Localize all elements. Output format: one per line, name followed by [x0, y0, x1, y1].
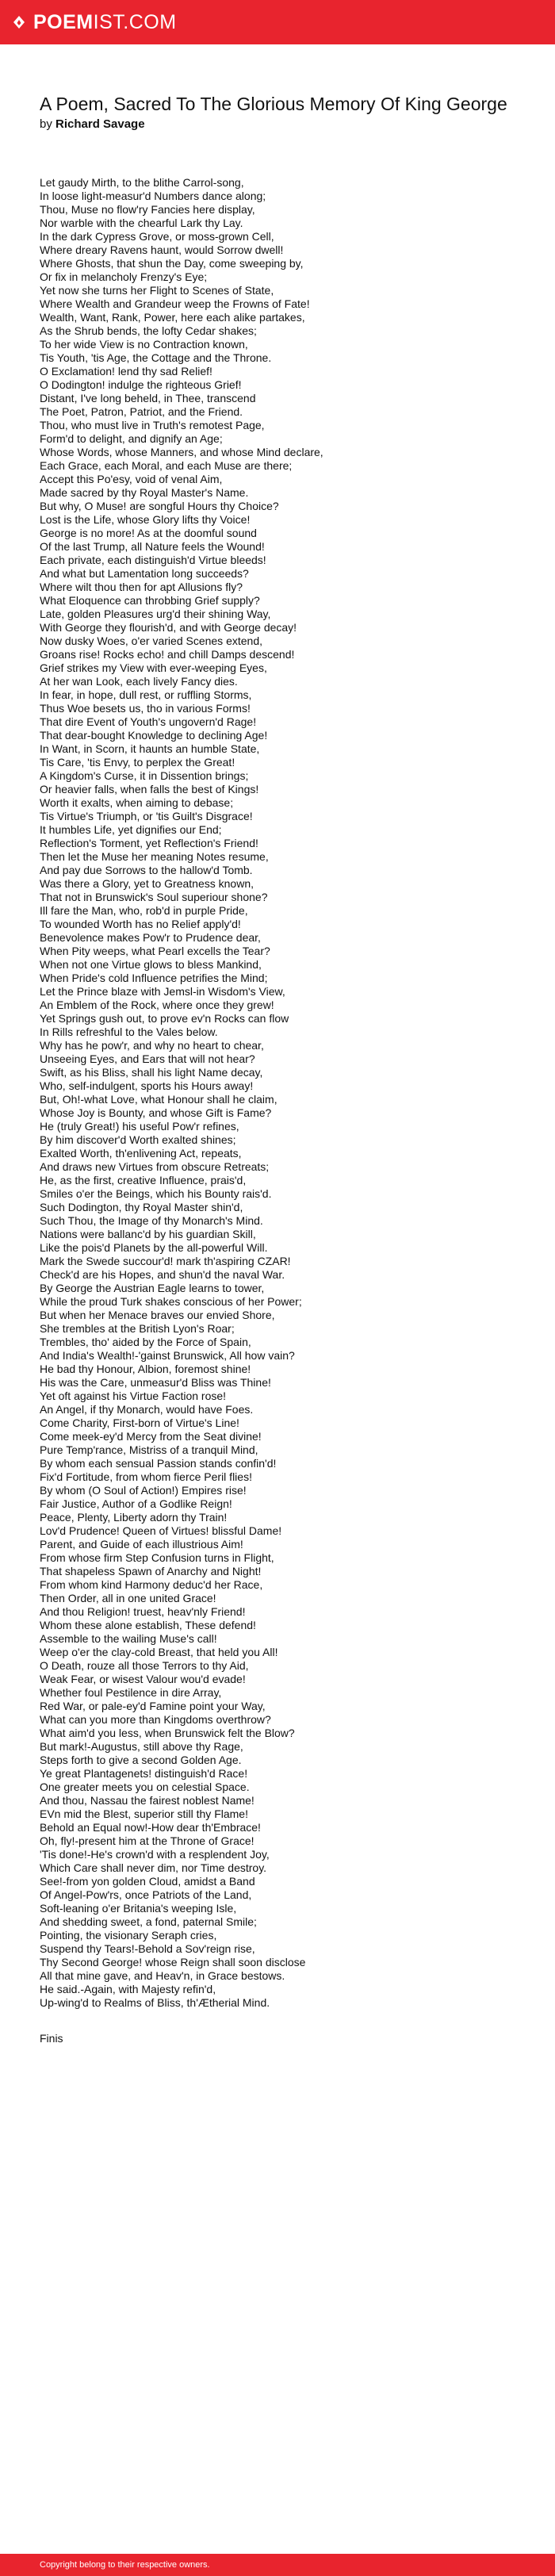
poem-line: That shapeless Spawn of Anarchy and Night!: [40, 1565, 262, 1577]
poem-line: When not one Virtue glows to bless Mankind,: [40, 958, 262, 971]
poem-line: Grief strikes my View with ever-weeping Eyes,: [40, 661, 267, 674]
poem-line: By whom each sensual Passion stands confin'd!: [40, 1457, 277, 1470]
byline: [40, 117, 515, 131]
poem-line: That not in Brunswick's Soul superiour shone?: [40, 891, 268, 903]
poem-line: Weak Fear, or wisest Valour wou'd evade!: [40, 1673, 246, 1685]
poem-line: Reflection's Torment, yet Reflection's Friend!: [40, 837, 258, 849]
poem-line: Thy Second George! whose Reign shall soon disclose: [40, 1956, 306, 1968]
poem-line: Who, self-indulgent, sports his Hours away!: [40, 1079, 254, 1092]
poem-line: But why, O Muse! are songful Hours thy Choice?: [40, 500, 279, 512]
poem-line: Of the last Trump, all Nature feels the Wound!: [40, 540, 265, 553]
poem-line: And draws new Virtues from obscure Retreats;: [40, 1160, 270, 1173]
poem-line: Swift, as his Bliss, shall his light Name decay,: [40, 1066, 263, 1079]
poem-line: Whom these alone establish, These defend!: [40, 1619, 256, 1631]
poem-line: Of Angel-Pow'rs, once Patriots of the Land,: [40, 1888, 252, 1901]
poem-line: Or fix in melancholy Frenzy's Eye;: [40, 270, 208, 283]
poem-line: That dire Event of Youth's ungovern'd Rage!: [40, 715, 257, 728]
poem-line: From whom kind Harmony deduc'd her Race,: [40, 1578, 263, 1591]
poem-line: As the Shrub bends, the lofty Cedar shakes;: [40, 324, 257, 337]
poem-line: Thou, who must live in Truth's remotest Page,: [40, 419, 265, 431]
poem-line: At her wan Look, each lively Fancy dies.: [40, 675, 238, 688]
poem-line: But, Oh!-what Love, what Honour shall he claim,: [40, 1093, 278, 1106]
poem-line: Peace, Plenty, Liberty adorn thy Train!: [40, 1511, 228, 1524]
poem-body: [40, 176, 515, 2010]
poem-line: But mark!-Augustus, still above thy Rage,: [40, 1740, 243, 1753]
poem-line: And what but Lamentation long succeeds?: [40, 567, 249, 580]
poem-line: What can you more than Kingdoms overthrow?: [40, 1713, 271, 1726]
poem-line: A Kingdom's Curse, it in Dissention brings;: [40, 769, 249, 782]
poem-content: [0, 44, 555, 2045]
site-logo[interactable]: [11, 10, 177, 33]
poem-line: Wealth, Want, Rank, Power, here each alike partakes,: [40, 311, 305, 324]
poem-line: Fair Justice, Author of a Godlike Reign!: [40, 1497, 232, 1510]
poem-line: Trembles, tho' aided by the Force of Spain,: [40, 1336, 251, 1348]
poem-line: By whom (O Soul of Action!) Empires rise!: [40, 1484, 247, 1497]
poem-line: Come meek-ey'd Mercy from the Seat divine!: [40, 1430, 262, 1443]
poem-line: Assemble to the wailing Muse's call!: [40, 1632, 217, 1645]
poem-line: By George the Austrian Eagle learns to tower,: [40, 1282, 265, 1294]
poem-line: Let gaudy Mirth, to the blithe Carrol-song,: [40, 176, 244, 189]
poem-line: Weep o'er the clay-cold Breast, that held you All!: [40, 1646, 278, 1658]
poem-line: Like the pois'd Planets by the all-powerful Will.: [40, 1241, 268, 1254]
poem-line: To her wide View is no Contraction known,: [40, 338, 248, 351]
poem-line: He said.-Again, with Majesty refin'd,: [40, 1983, 216, 1995]
poem-line: George is no more! As at the doomful sound: [40, 527, 257, 539]
logo-text: POEMIST.COM: [33, 10, 177, 33]
poem-line: Where Ghosts, that shun the Day, come sweeping by,: [40, 257, 304, 270]
poem-line: In the dark Cypress Grove, or moss-grown Cell,: [40, 230, 274, 243]
poem-line: Soft-leaning o'er Britania's weeping Isle,: [40, 1902, 237, 1915]
poem-line: Nor warble with the chearful Lark thy Lay.: [40, 217, 243, 229]
poem-line: Made sacred by thy Royal Master's Name.: [40, 486, 249, 499]
author-link[interactable]: Richard Savage: [56, 117, 145, 131]
poem-line: Ye great Plantagenets! distinguish'd Race!: [40, 1767, 248, 1780]
poem-line: In fear, in hope, dull rest, or ruffling Storms,: [40, 688, 252, 701]
poem-line: In loose light-measur'd Numbers dance along;: [40, 190, 266, 202]
poem-line: Mark the Swede succour'd! mark th'aspiring CZAR!: [40, 1255, 291, 1267]
poem-line: And pay due Sorrows to the hallow'd Tomb.: [40, 864, 253, 876]
poem-line: And thou Religion! truest, heav'nly Friend!: [40, 1605, 246, 1618]
poem-line: Suspend thy Tears!-Behold a Sov'reign rise,: [40, 1942, 255, 1955]
poem-line: Such Dodington, thy Royal Master shin'd,: [40, 1201, 243, 1213]
poem-line: Worth it exalts, when aiming to debase;: [40, 796, 234, 809]
poem-line: Which Care shall never dim, nor Time destroy.: [40, 1861, 267, 1874]
poem-line: He (truly Great!) his useful Pow'r refines,: [40, 1120, 239, 1133]
poem-line: Where dreary Ravens haunt, would Sorrow dwell!: [40, 243, 284, 256]
byline-prefix: by: [40, 117, 52, 131]
poem-line: Pointing, the visionary Seraph cries,: [40, 1929, 217, 1942]
poem-line: That dear-bought Knowledge to declining Age!: [40, 729, 268, 742]
poem-line: Yet Springs gush out, to prove ev'n Rocks can flow: [40, 1012, 289, 1025]
poem-line: O Death, rouze all those Terrors to thy Aid,: [40, 1659, 249, 1672]
poem-line: Accept this Po'esy, void of venal Aim,: [40, 473, 223, 485]
poem-line: Lov'd Prudence! Queen of Virtues! blissful Dame!: [40, 1524, 282, 1537]
poem-line: What Eloquence can throbbing Grief supply?: [40, 594, 260, 607]
poem-line: Why has he pow'r, and why no heart to chear,: [40, 1039, 264, 1052]
poem-line: Whose Joy is Bounty, and whose Gift is Fame?: [40, 1106, 272, 1119]
poem-line: Oh, fly!-present him at the Throne of Grace!: [40, 1834, 255, 1847]
poem-line: His was the Care, unmeasur'd Bliss was Thine!: [40, 1376, 271, 1389]
site-header: [0, 0, 555, 44]
poem-line: Ill fare the Man, who, rob'd in purple Pride,: [40, 904, 248, 917]
poem-line: To wounded Worth has no Relief apply'd!: [40, 918, 241, 930]
poem-line: Steps forth to give a second Golden Age.: [40, 1754, 242, 1766]
poem-line: And India's Wealth!-'gainst Brunswick, All how vain?: [40, 1349, 295, 1362]
poem-line: She trembles at the British Lyon's Roar;: [40, 1322, 235, 1335]
poem-line: Yet now she turns her Flight to Scenes of State,: [40, 284, 274, 297]
poem-line: Where Wealth and Grandeur weep the Frowns of Fate!: [40, 297, 310, 310]
poem-line: By him discover'd Worth exalted shines;: [40, 1133, 236, 1146]
poem-line: Check'd are his Hopes, and shun'd the naval War.: [40, 1268, 285, 1281]
poem-line: He bad thy Honour, Albion, foremost shine!: [40, 1363, 251, 1375]
poem-line: Red War, or pale-ey'd Famine point your Way,: [40, 1700, 266, 1712]
poem-line: Fix'd Fortitude, from whom fierce Peril flies!: [40, 1470, 252, 1483]
poem-line: Whether foul Pestilence in dire Array,: [40, 1686, 222, 1699]
poem-line: An Angel, if thy Monarch, would have Foes.: [40, 1403, 254, 1416]
poem-line: He, as the first, creative Influence, prais'd,: [40, 1174, 247, 1186]
poem-line: Yet oft against his Virtue Faction rose!: [40, 1390, 227, 1402]
poem-line: Parent, and Guide of each illustrious Aim!: [40, 1538, 243, 1551]
poem-line: While the proud Turk shakes conscious of her Power;: [40, 1295, 302, 1308]
poem-line: And shedding sweet, a fond, paternal Smile;: [40, 1915, 257, 1928]
poem-line: What aim'd you less, when Brunswick felt the Blow?: [40, 1727, 295, 1739]
poem-line: 'Tis done!-He's crown'd with a resplendent Joy,: [40, 1848, 270, 1861]
poem-line: Thus Woe besets us, tho in various Forms!: [40, 702, 251, 715]
poem-line: Nations were ballanc'd by his guardian Skill,: [40, 1228, 256, 1240]
poem-line: Late, golden Pleasures urg'd their shining Way,: [40, 608, 271, 620]
poem-title: A Poem, Sacred To The Glorious Memory Of King George: [40, 94, 507, 114]
poem-line: Benevolence makes Pow'r to Prudence dear,: [40, 931, 261, 944]
poem-line: Come Charity, First-born of Virtue's Line!: [40, 1416, 239, 1429]
poem-line: Let the Prince blaze with Jemsl-in Wisdom's View,: [40, 985, 285, 998]
poem-line: Tis Virtue's Triumph, or 'tis Guilt's Disgrace!: [40, 810, 253, 822]
poem-line: When Pride's cold Influence petrifies the Mind;: [40, 972, 268, 984]
poem-line: Up-wing'd to Realms of Bliss, th'Ætherial Mind.: [40, 1996, 270, 2009]
poem-line: All that mine gave, and Heav'n, in Grace bestows.: [40, 1969, 285, 1982]
poem-line: Or heavier falls, when falls the best of Kings!: [40, 783, 259, 795]
poem-line: Exalted Worth, th'enlivening Act, repeats,: [40, 1147, 242, 1160]
poem-line: When Pity weeps, what Pearl excells the Tear?: [40, 945, 270, 957]
poem-finis: Finis: [40, 2032, 63, 2045]
poem-line: In Rills refreshful to the Vales below.: [40, 1025, 218, 1038]
poem-line: Then Order, all in one united Grace!: [40, 1592, 216, 1604]
poem-line: Was there a Glory, yet to Greatness known,: [40, 877, 254, 890]
poem-line: The Poet, Patron, Patriot, and the Friend.: [40, 405, 243, 418]
poem-line: Now dusky Woes, o'er varied Scenes extend,: [40, 634, 262, 647]
poem-line: In Want, in Scorn, it haunts an humble State,: [40, 742, 260, 755]
poem-line: Each Grace, each Moral, and each Muse are there;: [40, 459, 293, 472]
copyright-text: Copyright belong to their respective owners.: [40, 2560, 210, 2570]
poem-line: Groans rise! Rocks echo! and chill Damps descend!: [40, 648, 295, 661]
poem-line: But when her Menace braves our envied Shore,: [40, 1309, 275, 1321]
poem-line: It humbles Life, yet dignifies our End;: [40, 823, 222, 836]
poem-line: Then let the Muse her meaning Notes resume,: [40, 850, 269, 863]
poem-line: Behold an Equal now!-How dear th'Embrace!: [40, 1821, 261, 1834]
poem-line: See!-from yon golden Cloud, amidst a Band: [40, 1875, 255, 1888]
poem-line: And thou, Nassau the fairest noblest Name!: [40, 1794, 255, 1807]
poem-line: Where wilt thou then for apt Allusions fly?: [40, 581, 243, 593]
poem-line: An Emblem of the Rock, where once they grew!: [40, 999, 274, 1011]
poem-line: EVn mid the Blest, superior still thy Flame!: [40, 1807, 248, 1820]
poem-line: Form'd to delight, and dignify an Age;: [40, 432, 223, 445]
poem-line: Tis Youth, 'tis Age, the Cottage and the Throne.: [40, 351, 272, 364]
quill-icon: [11, 14, 27, 30]
poem-line: One greater meets you on celestial Space.: [40, 1781, 250, 1793]
poem-line: Tis Care, 'tis Envy, to perplex the Great!: [40, 756, 235, 769]
poem-line: Each private, each distinguish'd Virtue bleeds!: [40, 554, 266, 566]
poem-line: Pure Temp'rance, Mistriss of a tranquil Mind,: [40, 1443, 258, 1456]
site-footer: [0, 2554, 555, 2576]
poem-line: From whose firm Step Confusion turns in Flight,: [40, 1551, 274, 1564]
poem-line: O Exclamation! lend thy sad Relief!: [40, 365, 212, 378]
poem-line: Unseeing Eyes, and Ears that will not hear?: [40, 1052, 255, 1065]
poem-line: Thou, Muse no flow'ry Fancies here display,: [40, 203, 255, 216]
poem-line: With George they flourish'd, and with George decay!: [40, 621, 297, 634]
poem-line: Distant, I've long beheld, in Thee, transcend: [40, 392, 256, 404]
poem-line: Such Thou, the Image of thy Monarch's Mind.: [40, 1214, 263, 1227]
poem-line: Smiles o'er the Beings, which his Bounty rais'd.: [40, 1187, 272, 1200]
poem-line: Whose Words, whose Manners, and whose Mind declare,: [40, 446, 323, 458]
poem-line: Lost is the Life, whose Glory lifts thy Voice!: [40, 513, 251, 526]
poem-line: O Dodington! indulge the righteous Grief!: [40, 378, 242, 391]
